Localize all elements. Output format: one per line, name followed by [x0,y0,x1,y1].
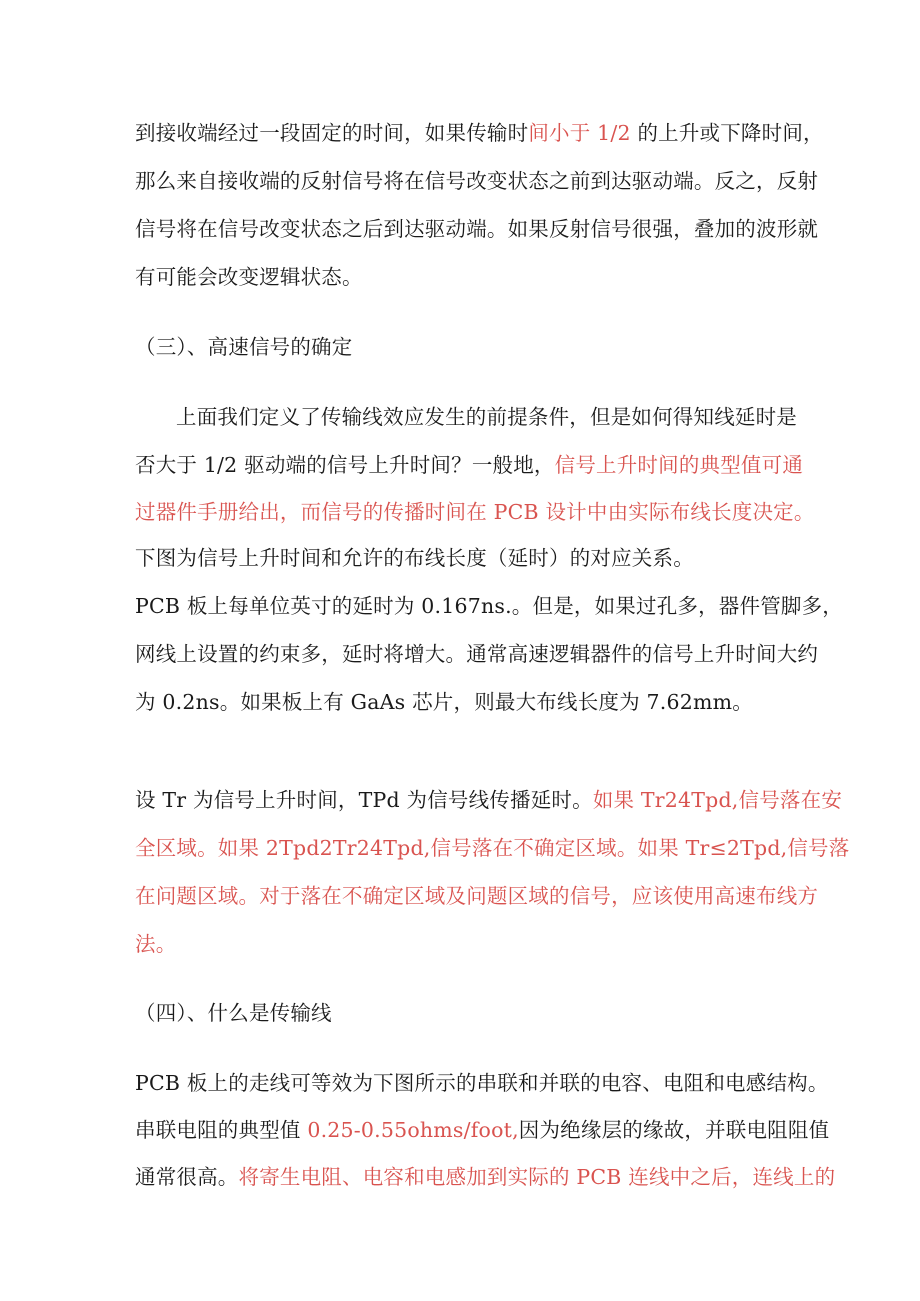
text-run: 因为绝缘层的缘故，并联电阻阻值 [518,1118,830,1142]
highlighted-text-run: 全区域。如果 2Tpd2Tr24Tpd,信号落在不确定区域。如果 Tr≤2Tpd,信号落 [135,836,850,860]
highlighted-text-run: 将寄生电阻、电容和电感加到实际的 PCB 连线中之后，连线上的 [238,1165,836,1189]
paragraph-line [135,687,753,717]
text-run: 上面我们定义了传输线效应发生的前提条件，但是如何得知线延时是 [176,405,797,429]
paragraph-line [135,929,176,959]
text-run: 否大于 1/2 驱动端的信号上升时间？一般地， [135,453,555,477]
paragraph-line [135,214,818,244]
highlighted-text-run: 信号上升时间的典型值可通 [554,453,804,477]
text-run: PCB 板上每单位英寸的延时为 0.167ns.。但是，如果过孔多，器件管脚多， [135,594,844,618]
text-run: 有可能会改变逻辑状态。 [135,265,363,289]
paragraph-line [135,591,843,621]
text-run: 通常很高。 [135,1165,239,1189]
paragraph-line [135,166,818,196]
paragraph-line [135,1115,829,1145]
highlighted-text-run: 法。 [135,932,177,956]
heading-text: （四）、什么是传输线 [135,1001,332,1025]
heading-text: （三）、高速信号的确定 [135,335,353,359]
paragraph-line [135,543,694,573]
paragraph-line [135,1068,829,1098]
highlighted-text-run: 0.25-0.55ohms/foot, [307,1118,519,1142]
text-run: 为 0.2ns。如果板上有 GaAs 芯片，则最大布线长度为 7.62mm。 [135,690,753,714]
text-run: 的上升或下降时间， [637,121,824,145]
paragraph-line [135,118,824,148]
text-run: PCB 板上的走线可等效为下图所示的串联和并联的电容、电阻和电感结构。 [135,1071,829,1095]
paragraph-line [135,833,849,863]
paragraph-line [135,785,842,815]
text-run: 那么来自接收端的反射信号将在信号改变状态之前到达驱动端。反之，反射 [135,169,819,193]
text-run: 串联电阻的典型值 [135,1118,308,1142]
paragraph-line [135,639,818,669]
paragraph-line [176,402,797,432]
paragraph-line [135,450,803,480]
paragraph-line [135,881,818,911]
highlighted-text-run: 间小于 1/2 [528,121,638,145]
text-run: 下图为信号上升时间和允许的布线长度（延时）的对应关系。 [135,546,694,570]
text-run: 网线上设置的约束多，延时将增大。通常高速逻辑器件的信号上升时间大约 [135,642,819,666]
paragraph-line [135,497,815,527]
section-heading [135,998,332,1028]
highlighted-text-run: 过器件手册给出，而信号的传播时间在 PCB 设计中由实际布线长度决定。 [135,500,815,524]
paragraph-line [135,262,363,292]
text-run: 信号将在信号改变状态之后到达驱动端。如果反射信号很强，叠加的波形就 [135,217,819,241]
section-heading [135,332,352,362]
highlighted-text-run: 如果 Tr24Tpd,信号落在安 [592,788,843,812]
paragraph-line [135,1162,835,1192]
highlighted-text-run: 在问题区域。对于落在不确定区域及问题区域的信号，应该使用高速布线方 [135,884,819,908]
text-run: 到接收端经过一段固定的时间，如果传输时 [135,121,529,145]
text-run: 设 Tr 为信号上升时间，TPd 为信号线传播延时。 [135,788,593,812]
